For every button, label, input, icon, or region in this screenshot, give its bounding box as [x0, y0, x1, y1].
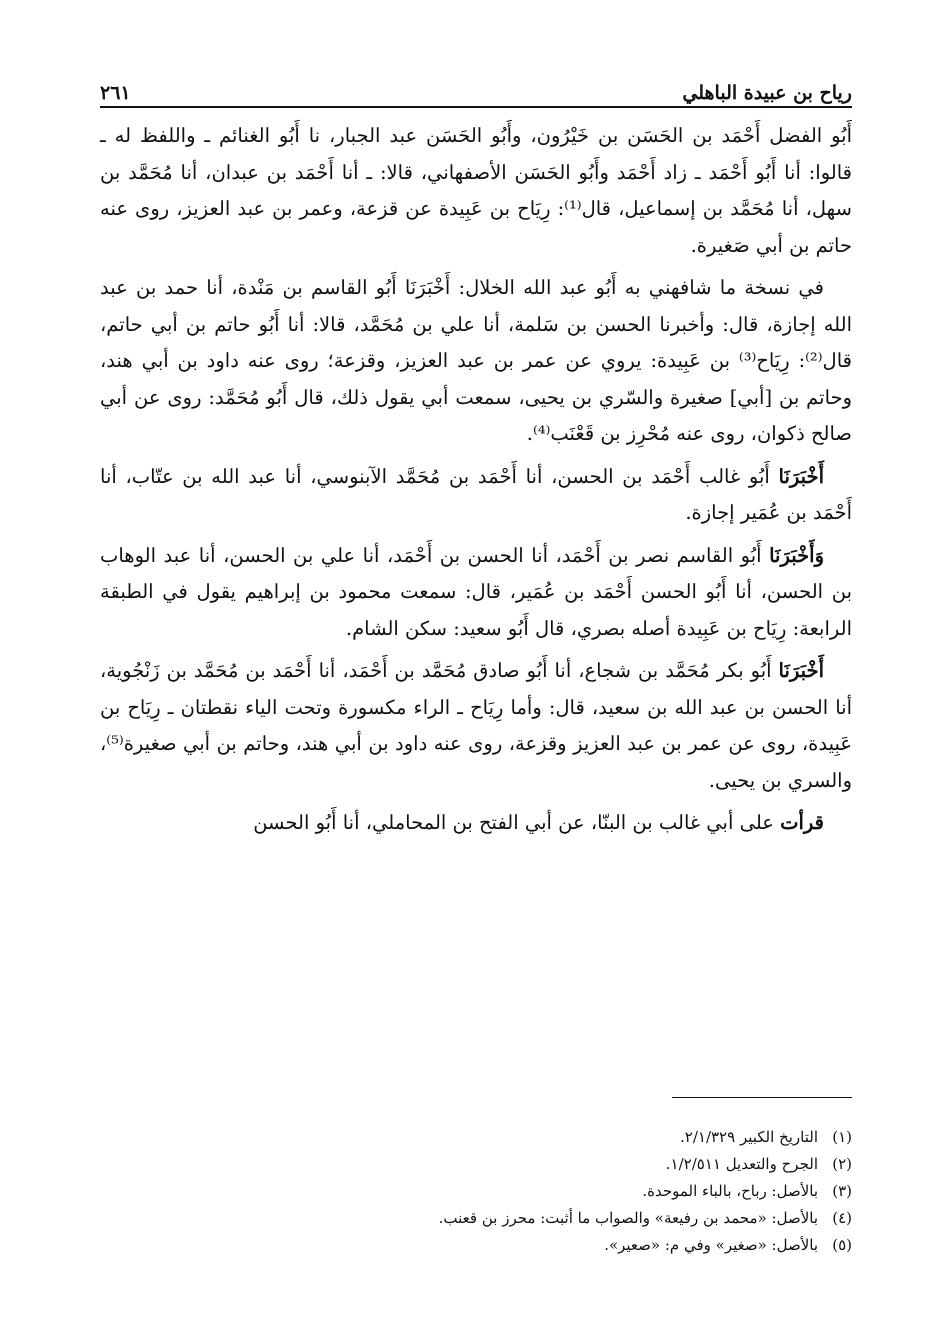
body-text [100, 118, 852, 848]
footnote-number: (٥) [832, 1236, 852, 1254]
footnote-text: الجرح والتعديل ١/٢/٥١١. [665, 1155, 818, 1173]
paragraph-lead: أَخْبَرَنَا [778, 464, 824, 488]
paragraph-text: أَبُو القاسم نصر بن أَحْمَد، أنا الحسن بن أَحْمَد، أنا علي بن الحسن، أنا عبد الوهاب بن الحسن، أنا أَبُو الحسن أَحْمَد بن عُمَير، قال: سمعت محمود بن إبراهيم يقول في الطبقة الرابعة: رِيَاح بن عَبِيدة أصله بصري، قال أَبُو سعيد: سكن الشام. [100, 543, 852, 640]
paragraph-text: أَبُو بكر مُحَمَّد بن شجاع، أنا أَبُو صادق مُحَمَّد بن أَحْمَد، أنا أَحْمَد بن مُحَمَّد بن زَنْجُوية، أنا الحسن بن عبد الله بن سعيد، قال: وأما رِيَاح ـ الراء مكسورة وتحت الياء نقطتان ـ رِيَاح بن عَبِيدة، روى عن عمر بن عبد العزيز وقزعة، روى عنه داود بن أبي هند، وحاتم بن أبي صغيرة⁽⁵⁾، والسري بن يحيى. [100, 659, 852, 792]
footnote-number: (٤) [832, 1209, 852, 1227]
paragraph [100, 270, 852, 453]
footnote [100, 1205, 852, 1232]
footnotes [100, 1124, 852, 1259]
footnote-number: (٣) [832, 1182, 852, 1200]
page-number: ٢٦١ [100, 82, 131, 104]
paragraph [100, 459, 852, 532]
paragraph [100, 805, 852, 842]
footnote-text: بالأصل: «محمد بن رفيعة» والصواب ما أثبت: محرز بن قعنب. [438, 1209, 818, 1227]
footnote-text: التاريخ الكبير ٢/١/٣٢٩. [680, 1128, 818, 1146]
paragraph-text: أَبُو الفضل أَحْمَد بن الحَسَن بن خَيْرُون، وأَبُو الحَسَن عبد الجبار، نا أَبُو الغنائم ـ واللفظ له ـ قالوا: أنا أَبُو أَحْمَد ـ زاد أَحْمَد وأَبُو الحَسَن الأصفهاني، قالا: ـ أنا أَحْمَد بن عبدان، أنا مُحَمَّد بن سهل، أنا مُحَمَّد بن إسماعيل، قال⁽¹⁾: رِيَاح بن عَبِيدة عن قزعة، وعمر بن عبد العزيز، روى عنه حاتم بن أبي صَغيرة. [100, 124, 852, 257]
footnote-rule [672, 1097, 852, 1098]
footnote [100, 1232, 852, 1259]
header-rule [100, 106, 852, 108]
paragraph [100, 118, 852, 264]
running-title: رياح بن عبيدة الباهلي [682, 82, 852, 104]
footnote-number: (٢) [832, 1155, 852, 1173]
footnote [100, 1124, 852, 1151]
paragraph-lead: أَخْبَرَنَا [778, 659, 824, 682]
paragraph-lead: قرأت [780, 811, 824, 834]
paragraph [100, 653, 852, 799]
paragraph-lead: وَأَخْبَرَنَا [769, 543, 824, 567]
footnote [100, 1178, 852, 1205]
paragraph-text: على أبي غالب بن البنّا، عن أبي الفتح بن المحاملي، أنا أَبُو الحسن [253, 811, 781, 834]
footnote-number: (١) [832, 1128, 852, 1146]
footnote-text: بالأصل: رباح، بالباء الموحدة. [642, 1182, 818, 1200]
footnote [100, 1151, 852, 1178]
running-header [100, 70, 852, 104]
paragraph [100, 538, 852, 648]
footnote-text: بالأصل: «صغير» وفي م: «صعير». [604, 1236, 818, 1254]
paragraph-text: في نسخة ما شافهني به أَبُو عبد الله الخلال: أَخْبَرَنَا أَبُو القاسم بن مَنْدة، أنا حمد بن عبد الله إجازة، قال: وأخبرنا الحسن بن سَلمة، أنا علي بن مُحَمَّد، قالا: أنا أَبُو حاتم بن أبي حاتم، قال⁽²⁾: رِيَاح⁽³⁾ بن عَبِيدة: يروي عن عمر بن عبد العزيز، وقزعة؛ روى عنه داود بن أبي هند، وحاتم بن [أبي] صغيرة والسّري بن يحيى، سمعت أبي يقول ذلك، قال أَبُو مُحَمَّد: روى عن أبي صالح ذكوان، روى عنه مُحْرِز بن قَعْنَب⁽⁴⁾. [100, 276, 852, 445]
paragraph-text: أَبُو غالب أَحْمَد بن الحسن، أنا أَحْمَد بن مُحَمَّد الآبنوسي، أنا عبد الله بن عتّاب، أنا أَحْمَد بن عُمَير إجازة. [100, 464, 852, 524]
